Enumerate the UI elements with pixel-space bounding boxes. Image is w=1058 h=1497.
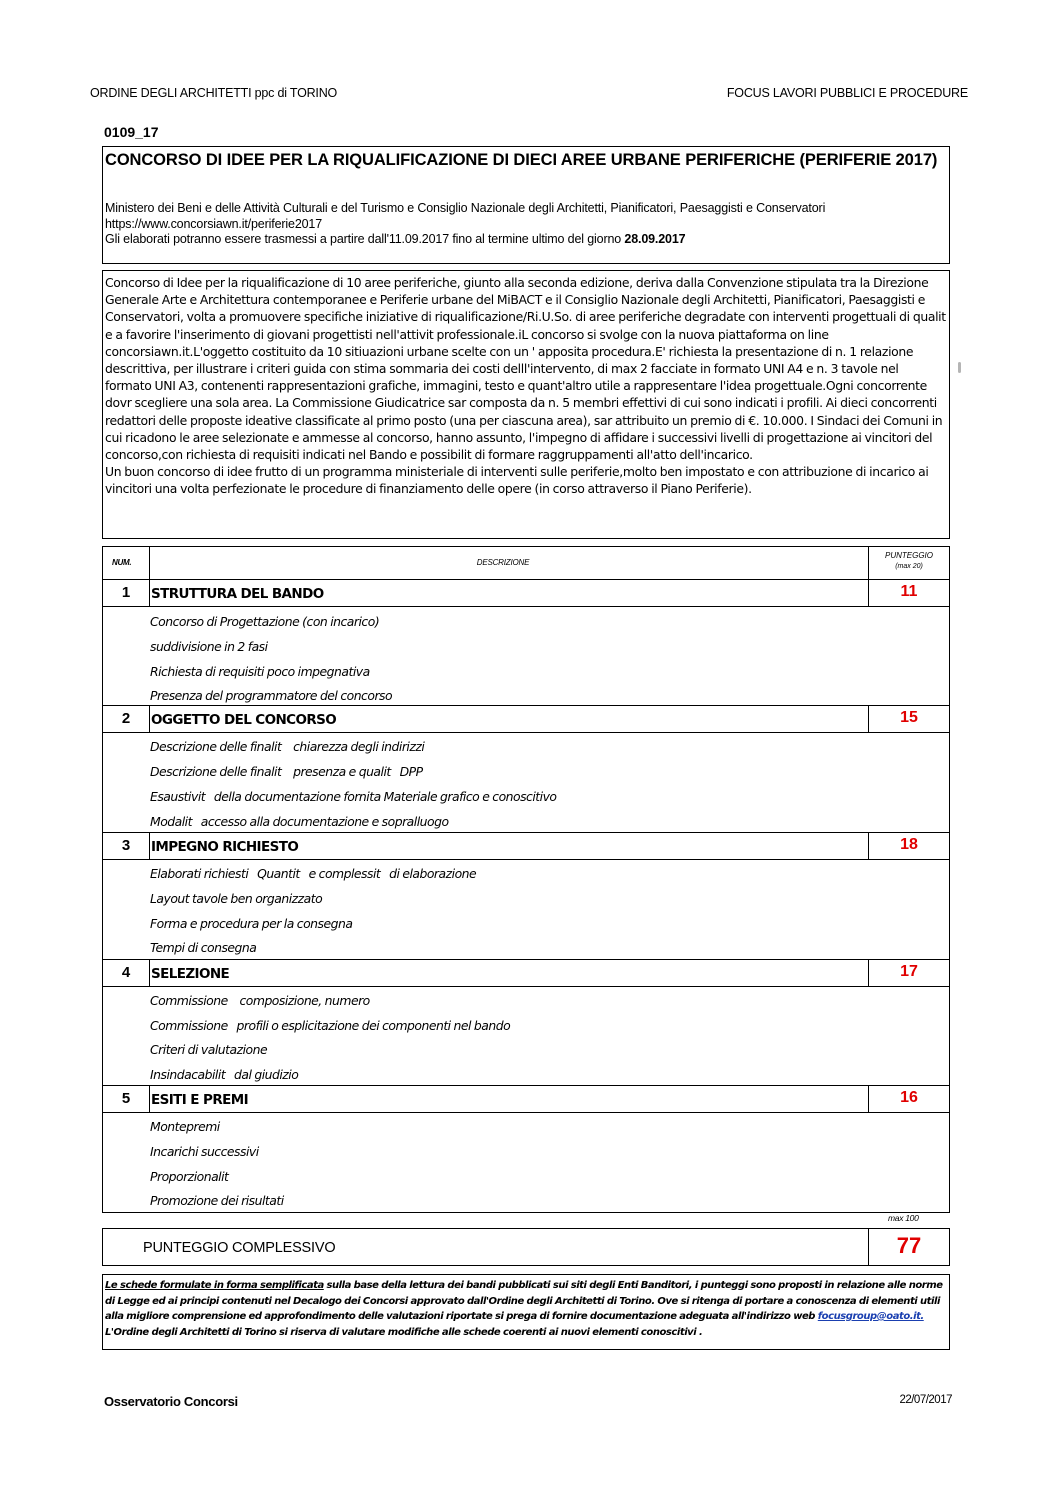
header-score	[869, 550, 949, 572]
disclaimer-underlined: Le schede formulate in forma semplificata	[105, 1280, 324, 1291]
section-number: 1	[121, 584, 131, 601]
section-score: 18	[900, 836, 918, 853]
evaluation-summary: Un buon concorso di idee frutto di un programma ministeriale di interventi sulle periferie,molto ben impostato e con attribuzione di incarico ai vincitori una volta perfezionate le procedure di finanziamento delle opere (in corso attraverso il Piano Periferie).	[105, 464, 929, 497]
document-code: 0109_17	[104, 124, 159, 140]
footer-date: 22/07/2017	[899, 1394, 952, 1406]
header-score-label: PUNTEGGIO	[884, 551, 933, 560]
criteria-item: Proporzionalit	[150, 1169, 229, 1184]
criteria-item: Descrizione delle finalit chiarezza degli indirizzi	[150, 739, 425, 754]
section-items	[102, 733, 950, 833]
email-link[interactable]: focusgroup@oato.it.	[817, 1311, 924, 1322]
criteria-item: Presenza del programmatore del concorso	[150, 688, 393, 703]
section-number: 3	[121, 837, 131, 854]
criteria-item: Concorso di Progettazione (con incarico)	[150, 614, 380, 629]
scan-mark	[958, 362, 961, 373]
section-score: 15	[900, 709, 918, 726]
criteria-item: Descrizione delle finalit presenza e qualit DPP	[150, 764, 423, 779]
criteria-item: Montepremi	[150, 1119, 220, 1134]
section-title: STRUTTURA DEL BANDO	[151, 586, 324, 602]
criteria-item: Promozione dei risultati	[150, 1193, 284, 1208]
total-label: PUNTEGGIO COMPLESSIVO	[143, 1240, 336, 1256]
criteria-item: Commissione composizione, numero	[150, 993, 370, 1008]
deadline-prefix: Gli elaborati potranno essere trasmessi a partire dall'11.09.2017 fino al termine ultimo del giorno	[105, 232, 625, 246]
header-description: DESCRIZIONE	[476, 558, 530, 567]
section-row	[102, 580, 950, 607]
deadline	[105, 232, 925, 248]
footer-title: Osservatorio Concorsi	[104, 1394, 238, 1409]
section-score: 11	[900, 583, 918, 600]
section-row	[102, 1086, 950, 1113]
total-max-label: max 100	[888, 1213, 919, 1223]
competition-url[interactable]: https://www.concorsiawn.it/periferie2017	[105, 216, 323, 231]
competition-header-box	[102, 146, 950, 264]
description-body: Concorso di Idee per la riqualificazione di 10 aree periferiche, giunto alla seconda edizione, deriva dalla Convenzione stipulata tra la Direzione Generale Arte e Architettura contemporanee e Periferie urbane del MiBACT e il Consiglio Nazionale degli Architetti, Pianificatori, Paesaggisti e Conservatori, volta a promuovere specifiche iniziative di riqualificazione/Ri.U.So. di aree periferiche degradate con interventi progettuali di qualit e a favorire l'inserimento di giovani progettisti nell'attivit professionale.iL concorso si svolge con la nuova piattaforma on line concorsiawn.it.L'oggetto costituito da 10 sitiuazioni urbane scelte con un ' apposita procedura.E' richiesta la presentazione di n. 1 relazione descrittiva, per illustrare i criteri guida con stima sommaria dei costi delll'intervento, di max 2 facciate in formato UNI A4 e n. 3 tavole nel formato UNI A3, contenenti rappresentazioni grafiche, immagini, testo e quant'altro utile a rappresentare l'idea progettuale.Ogni concorrente dovr scegliere una sola area. La Commissione Giudicatrice sar composta da n. 5 membri effettivi di cui sono indicati i profili. Ai dieci concorrenti redattori delle proposte ideative classificate al primo posto (una per ciascuna area), sar attribuito un premio di €. 10.000. I Sindaci dei Comuni in cui ricadono le aree selezionate e ammesse al concorso, hanno assunto, l'impegno di affidare i successivi livelli di progettazione ai vincitori del concorso,con richiesta di requisiti indicati nel Bando e possibilit di formare raggruppamenti all'atto dell'incarico.	[105, 275, 946, 463]
table-header	[102, 546, 950, 580]
description-text	[105, 274, 947, 498]
decalogo-reference: Decalogo dei Concorsi	[292, 1295, 408, 1307]
disclaimer-box	[102, 1274, 950, 1350]
section-title: ESITI E PREMI	[151, 1092, 248, 1108]
section-number: 5	[121, 1090, 131, 1107]
section-items	[102, 1113, 950, 1213]
disclaimer-part: approvato dall'Ordine degli Architetti di Torino. Ove si ritenga di portare a conoscenza di elementi utili alla migliore comprensione ed approfondimento delle valutazioni riportate si prega di fornire documentazione adeguata all'indirizzo web	[105, 1295, 940, 1322]
criteria-item: suddivisione in 2 fasi	[150, 639, 268, 654]
criteria-item: Layout tavole ben organizzato	[150, 891, 323, 906]
criteria-item: Criteri di valutazione	[150, 1042, 268, 1057]
section-items	[102, 987, 950, 1086]
total-score: 77	[896, 1233, 922, 1258]
header-score-max: (max 20)	[895, 563, 923, 570]
section-items	[102, 860, 950, 960]
criteria-item: Modalit accesso alla documentazione e sopralluogo	[150, 814, 449, 829]
section-title: SELEZIONE	[151, 966, 230, 982]
section-score: 17	[900, 963, 918, 980]
section-number: 4	[121, 964, 131, 981]
disclaimer-part: L'Ordine degli Architetti di Torino si riserva di valutare modifiche alle schede coerenti ai nuovi elementi conoscitivi .	[105, 1326, 703, 1338]
criteria-item: Elaborati richiesti Quantit e complessit di elaborazione	[150, 866, 477, 881]
criteria-item: Tempi di consegna	[150, 940, 257, 955]
criteria-item: Esaustivit della documentazione fornita Materiale grafico e conoscitivo	[150, 789, 557, 804]
disclaimer-part: sulla base della lettura dei bandi pubblicati sui siti degli Enti Banditori, i punteggi sono proposti in relazione alle norme di Legge ed ai principi contenuti nel	[105, 1280, 943, 1307]
header-organization: ORDINE DEGLI ARCHITETTI ppc di TORINO	[90, 86, 338, 100]
header-section: FOCUS LAVORI PUBBLICI E PROCEDURE	[726, 86, 968, 100]
header-num: NUM.	[112, 558, 132, 567]
description-box	[102, 270, 950, 539]
section-row	[102, 960, 950, 987]
section-title: IMPEGNO RICHIESTO	[151, 839, 299, 855]
criteria-item: Commissione profili o esplicitazione dei componenti nel bando	[150, 1018, 511, 1033]
competition-title: CONCORSO DI IDEE PER LA RIQUALIFICAZIONE DI DIECI AREE URBANE PERIFERICHE (PERIFERIE 2017)	[105, 151, 938, 169]
total-score-box	[102, 1228, 950, 1266]
disclaimer-text	[105, 1278, 945, 1340]
deadline-date: 28.09.2017	[624, 232, 686, 246]
section-number: 2	[121, 710, 131, 727]
competition-info	[105, 201, 925, 248]
section-row	[102, 706, 950, 733]
section-items	[102, 607, 950, 706]
promoters: Ministero dei Beni e delle Attività Culturali e del Turismo e Consiglio Nazionale degli Architetti, Pianificatori, Paesaggisti e Conservatori	[105, 201, 826, 215]
section-score: 16	[900, 1089, 918, 1106]
criteria-item: Forma e procedura per la consegna	[150, 916, 353, 931]
criteria-item: Insindacabilit dal giudizio	[150, 1067, 299, 1082]
criteria-item: Richiesta di requisiti poco impegnativa	[150, 664, 370, 679]
section-row	[102, 833, 950, 860]
criteria-item: Incarichi successivi	[150, 1144, 259, 1159]
section-title: OGGETTO DEL CONCORSO	[151, 712, 337, 728]
